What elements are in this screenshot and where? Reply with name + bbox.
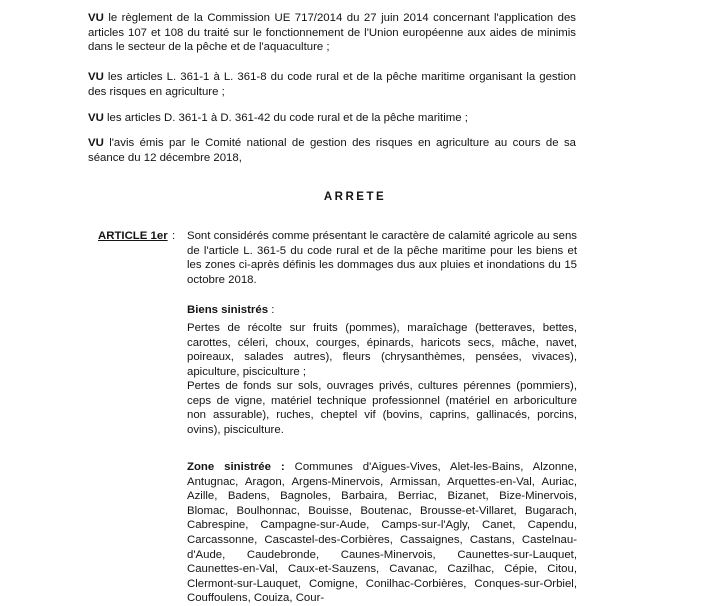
visa-keyword: VU <box>88 112 104 124</box>
visa-code-rural-L <box>88 70 576 99</box>
article-1-intro: Sont considérés comme présentant le caractère de calamité agricole au sens de l'article L. 361-5 du code rural et de la pêche maritime pour les biens et les zones ci-après définis les dommages dus aux pluies et inondations du 15 octobre 2018. <box>187 230 577 286</box>
biens-heading-line <box>187 303 577 318</box>
visa-reglement-ue <box>88 11 576 55</box>
article-1-label: ARTICLE 1er <box>98 230 168 242</box>
visa-avis-comite <box>88 136 576 165</box>
biens-heading: Biens sinistrés <box>187 304 269 316</box>
zone-sinistree-paragraph <box>187 460 577 606</box>
zone-communes: Communes d'Aigues-Vives, Alet-les-Bains, Alzonne, Antugnac, Aragon, Argens-Minervois, Armissan, Arquettes-en-Val, Auriac, Azille, Badens, Bagnoles, Barbaira, Berriac, Bizanet, Bize-Minervois, Blomac, Boulhonnac, Bouisse, Boutenac, Brousse-et-Villaret, Bugarach, Cabrespine, Campagne-sur-Aude, Camps-sur-l'Agly, Canet, Capendu, Carcassonne, Cascastel-des-Corbières, Cassaignes, Castans, Castelnau-d'Aude, Caudebronde, Caunes-Minervois, Caunettes-sur-Lauquet, Caunettes-en-Val, Caux-et-Sauzens, Cavanac, Cazilhac, Cépie, Citou, Clermont-sur-Lauquet, Comigne, Conilhac-Corbières, Conques-sur-Orbiel, Couffoulens, Couiza, Cour- <box>187 461 578 605</box>
visa-text: les articles D. 361-1 à D. 361-42 du code rural et de la pêche maritime ; <box>103 112 468 124</box>
visa-text: le règlement de la Commission UE 717/2014 du 27 juin 2014 concernant l'application des articles 107 et 108 du traité sur le fonctionnement de l'Union européenne aux aides de minimis dans le secteur de la pêche et de l'aquaculture ; <box>88 12 576 54</box>
zone-heading: Zone sinistrée : <box>187 461 285 473</box>
visa-text: les articles L. 361-1 à L. 361-8 du code rural et de la pêche maritime organisant la gestion des risques en agriculture ; <box>88 71 576 98</box>
visa-text: l'avis émis par le Comité national de gestion des risques en agriculture au cours de sa séance du 12 décembre 2018, <box>88 137 576 164</box>
visa-code-rural-D <box>88 111 576 126</box>
biens-fonds-paragraph: Pertes de fonds sur sols, ouvrages privés, cultures pérennes (pommiers), ceps de vigne, matériel technique professionnel (matériel en arboriculture non assurable), ruches, cheptel vif (bovins, caprins, gallinacés, porcins, ovins), pisciculture. <box>187 380 577 436</box>
arrete-title: ARRETE <box>323 191 387 203</box>
biens-recolte-paragraph: Pertes de récolte sur fruits (pommes), maraîchage (betteraves, bettes, carottes, céleri, choux, courges, épinards, haricots secs, mâche, navet, poireaux, salades autres), fleurs (chrysanthèmes, pensées, vivaces), apiculture, pisciculture ; <box>187 322 577 378</box>
biens-heading-suffix: : <box>268 304 275 316</box>
visa-keyword: VU <box>88 12 104 24</box>
article-1-colon: : <box>172 230 176 242</box>
visa-keyword: VU <box>88 71 104 83</box>
visa-keyword: VU <box>88 137 104 149</box>
